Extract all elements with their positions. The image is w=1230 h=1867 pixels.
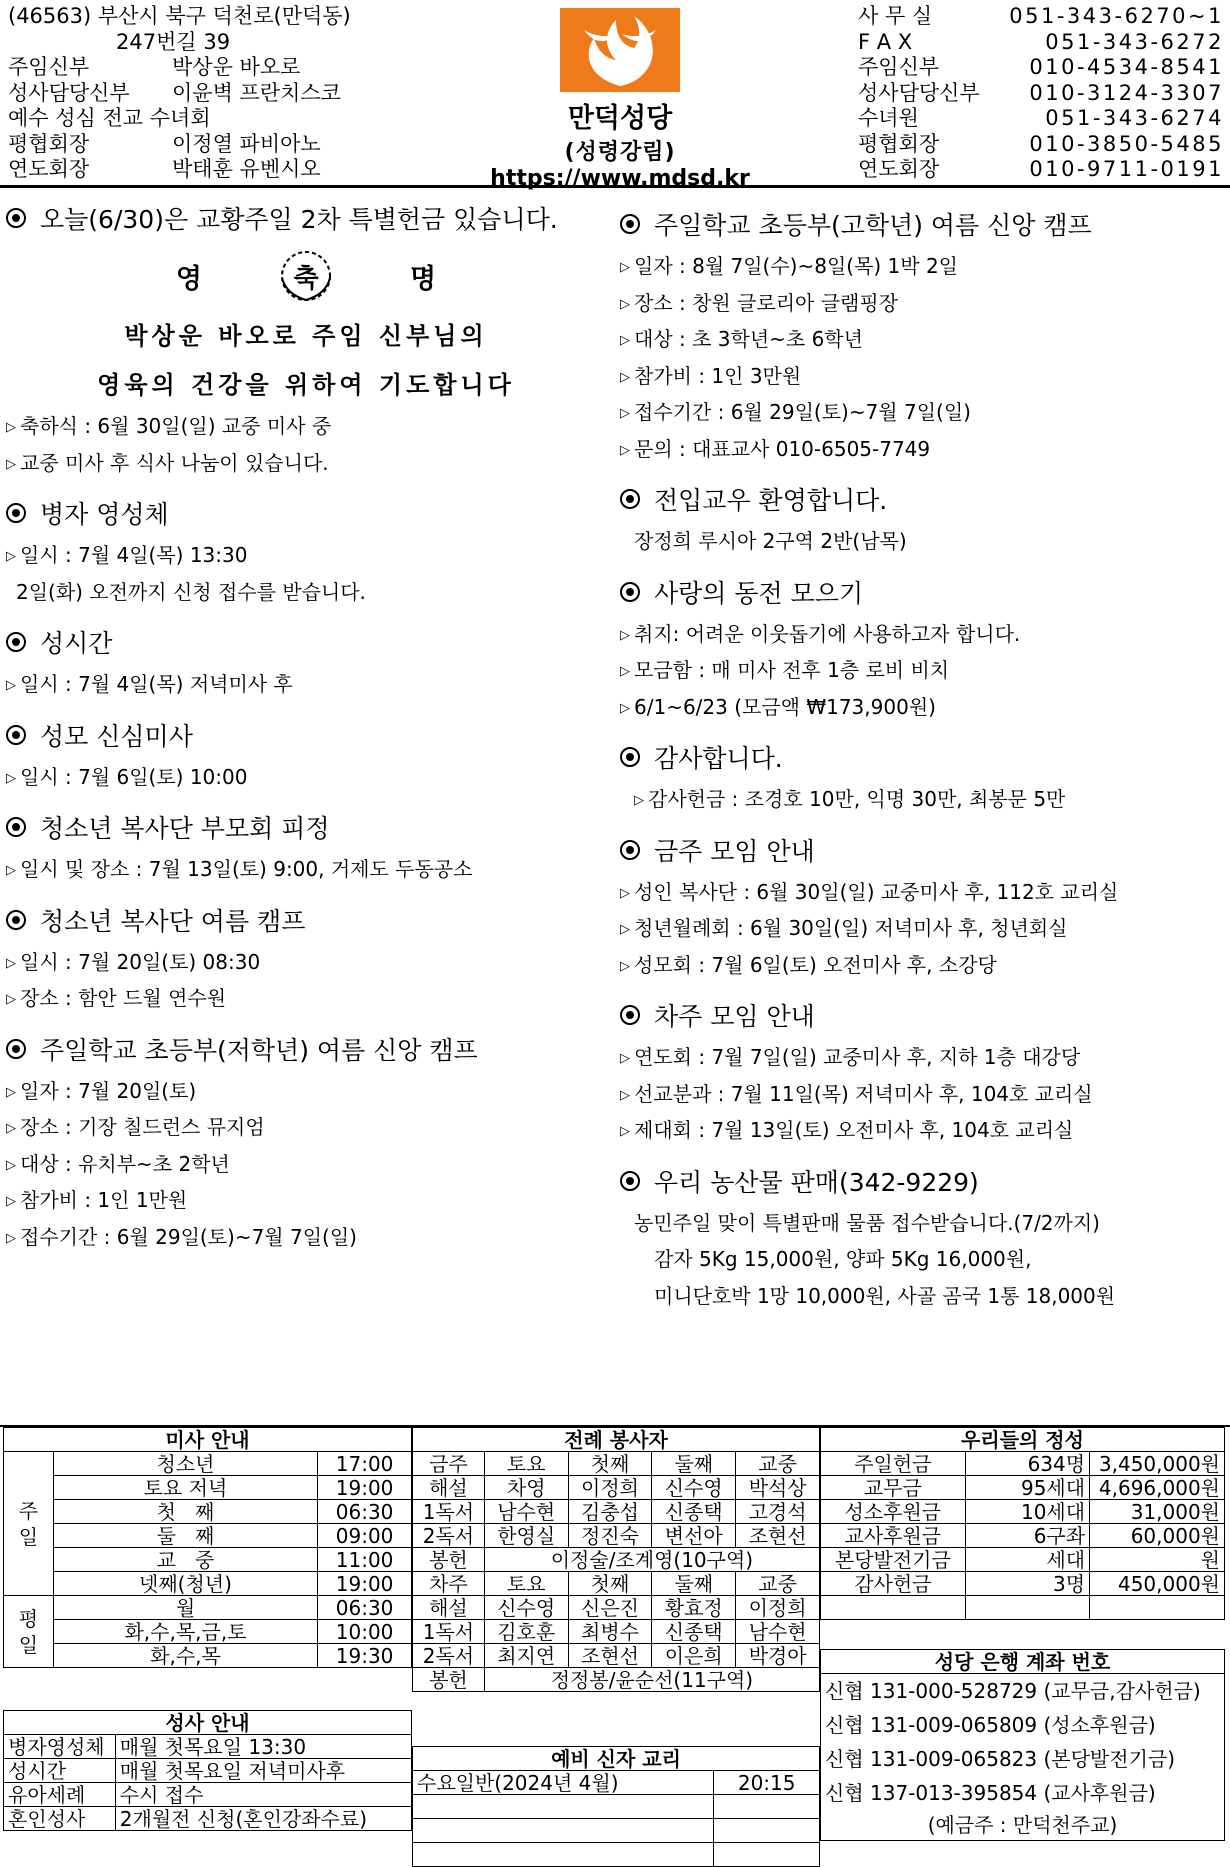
celebration-line: 영육의 건강을 위하여 기도합니다 <box>97 371 515 399</box>
list-item: ▷ 일시 : 7월 4일(목) 13:30 <box>6 543 248 567</box>
right-column <box>620 200 1225 1314</box>
section-title: 주일학교 초등부(고학년) 여름 신앙 캠프 <box>620 206 1225 242</box>
altar-server-retreat-section <box>6 809 606 888</box>
table-title: 우리들의 정성 <box>821 1428 1225 1452</box>
contact-row: F A X 051-343-6272 <box>858 29 1224 54</box>
list-item: ▷ 일자 : 8월 7일(수)~8일(목) 1박 2일 <box>620 254 958 278</box>
list-item: ▷ 감사헌금 : 조경호 10만, 익명 30만, 최봉문 5만 <box>634 787 1066 811</box>
celebration-notice <box>6 248 606 400</box>
contact-row: 연도회장 010-9711-0191 <box>858 157 1224 181</box>
table-row: 감사헌금 3명 450,000원 <box>821 1572 1225 1596</box>
table-row: 둘 째 09:00 <box>4 1524 412 1548</box>
list-item: ▷ 장소 : 함안 드월 연수원 <box>6 986 227 1010</box>
bank-account-table <box>820 1649 1225 1841</box>
list-item: ▷ 참가비 : 1인 3만원 <box>620 363 802 388</box>
list-item: ▷ 선교분과 : 7월 11일(목) 저녁미사 후, 104호 교리실 <box>620 1081 1093 1106</box>
table-row: 봉헌 정정봉/윤순선(11구역) <box>413 1668 820 1692</box>
contact-row: 성사담당신부 010-3124-3307 <box>858 80 1224 105</box>
section-title: 병자 영성체 <box>6 495 606 531</box>
table-row: 평 일 월 06:30 <box>4 1596 412 1620</box>
staff-row: 평협회장 이정열 파비아노 <box>8 131 321 156</box>
list-item: ▷ 일시 : 7월 20일(토) 08:30 <box>6 949 261 974</box>
contact-row: 수녀원 051-343-6274 <box>858 106 1224 130</box>
table-row: 화,수,목,금,토 10:00 <box>4 1620 412 1644</box>
parish-name: 만덕성당 <box>567 103 673 134</box>
section-title: 차주 모임 안내 <box>620 997 1225 1033</box>
list-item: ▷ 일시 및 장소 : 7월 13일(토) 9:00, 거제도 두동공소 <box>6 857 473 881</box>
celebration-heading: 영 축 명 <box>6 248 606 304</box>
table-row: 본당발전기금 세대 원 <box>821 1548 1225 1572</box>
list-item: ▷ 모금함 : 매 미사 전후 1층 로비 비치 <box>620 658 950 682</box>
table-title: 예비 신자 교리 <box>413 1747 820 1771</box>
list-item: ▷ 제대회 : 7월 13일(토) 오전미사 후, 104호 교리실 <box>620 1118 1074 1142</box>
holy-hour-section <box>6 624 606 703</box>
bullet-icon <box>6 1039 26 1059</box>
liturgy-servers-table <box>412 1427 820 1692</box>
bullet-icon <box>6 910 26 930</box>
table-row: 넷째(청년) 19:00 <box>4 1572 412 1596</box>
table-row <box>413 1843 820 1867</box>
table-row: 혼인성사 2개월전 신청(혼인강좌수료) <box>4 1807 412 1831</box>
table-row: 성소후원금 10세대 31,000원 <box>821 1500 1225 1524</box>
contact-row: 사 무 실 051-343-6270~1 <box>858 4 1224 28</box>
table-row: 2독서 최지연 조현선 이은희 박경아 <box>413 1644 820 1668</box>
table-row: 화,수,목 19:30 <box>4 1644 412 1668</box>
table-row: 성시간 매월 첫목요일 저녁미사후 <box>4 1759 412 1783</box>
staff-row: 주임신부 박상운 바오로 <box>8 55 301 79</box>
bullet-icon <box>620 1171 640 1191</box>
parish-website-link[interactable]: https://www.mdsd.kr <box>490 166 750 191</box>
table-row <box>413 1819 820 1843</box>
sick-communion-section <box>6 495 606 610</box>
list-item: ▷ 대상 : 유치부~초 2학년 <box>6 1151 230 1176</box>
list-item: ▷ 일시 : 7월 4일(목) 저녁미사 후 <box>6 672 293 696</box>
table-row: 봉헌 이정술/조계영(10구역) <box>413 1548 820 1572</box>
section-title: 주일학교 초등부(저학년) 여름 신앙 캠프 <box>6 1031 606 1067</box>
section-title: 금주 모임 안내 <box>620 832 1225 868</box>
table-row: 수요일반(2024년 4월) 20:15 <box>413 1771 820 1795</box>
bullet-icon <box>6 632 26 652</box>
note-text: 감자 5Kg 15,000원, 양파 5Kg 16,000원, <box>654 1247 1032 1271</box>
list-item: ▷ 참가비 : 1인 1만원 <box>6 1188 188 1212</box>
mass-schedule-table <box>3 1427 412 1668</box>
bullet-icon <box>620 214 640 234</box>
table-row: 유아세례 수시 접수 <box>4 1783 412 1807</box>
table-header-row: 차주 토요 첫째 둘째 교중 <box>413 1572 820 1596</box>
list-item: ▷ 장소 : 기장 칠드런스 뮤지엄 <box>6 1115 265 1139</box>
list-item: ▷ 접수기간 : 6월 29일(토)~7월 7일(일) <box>620 400 971 424</box>
bullet-icon <box>620 1005 640 1025</box>
junior-camp-section <box>6 1031 606 1256</box>
header-right-contacts <box>858 4 1224 183</box>
section-title: 청소년 복사단 부모회 피정 <box>6 809 606 845</box>
notice-special-collection <box>6 200 606 236</box>
altar-server-camp-section <box>6 902 606 1017</box>
section-title: 성시간 <box>6 624 606 660</box>
bullet-icon <box>620 489 640 509</box>
table-header-row: 금주 토요 첫째 둘째 교중 <box>413 1452 820 1476</box>
section-title: 오늘(6/30)은 교황주일 2차 특별헌금 있습니다. <box>6 200 606 236</box>
table-row: 2독서 한영실 정진숙 변선아 조현선 <box>413 1524 820 1548</box>
table-row: 신협 137-013-395854 (교사후원금) <box>821 1776 1225 1810</box>
address-line-1: (46563) 부산시 북구 덕천로(만덕동) <box>8 4 351 28</box>
bullet-icon <box>620 840 640 860</box>
table-row <box>413 1795 820 1819</box>
table-row: 첫 째 06:30 <box>4 1500 412 1524</box>
table-row: (예금주 : 만덕천주교) <box>821 1810 1225 1841</box>
list-item: ▷ 축하식 : 6월 30일(일) 교중 미사 중 <box>6 414 332 438</box>
list-item: ▷ 청년월례회 : 6월 30일(일) 저녁미사 후, 청년회실 <box>620 916 1068 940</box>
note-text: 미니단호박 1망 10,000원, 사골 곰국 1통 18,000원 <box>654 1283 1116 1308</box>
staff-row: 예수 성심 전교 수녀회 <box>8 106 211 130</box>
table-row: 신협 131-009-065809 (성소후원금) <box>821 1708 1225 1742</box>
list-item: ▷ 일시 : 7월 6일(토) 10:00 <box>6 764 248 789</box>
note-text: 2일(화) 오전까지 신청 접수를 받습니다. <box>16 579 366 604</box>
bullet-icon <box>620 582 640 602</box>
list-item: ▷ 문의 : 대표교사 010-6505-7749 <box>620 436 931 461</box>
table-row: 1독서 남수현 김충섭 신종택 고경석 <box>413 1500 820 1524</box>
parish-logo-block <box>490 8 750 191</box>
section-title: 전입교우 환영합니다. <box>620 481 1225 517</box>
left-column <box>6 200 606 1255</box>
table-row: 신협 131-009-065823 (본당발전기금) <box>821 1742 1225 1776</box>
table-row: 해설 차영 이정희 신수영 박석상 <box>413 1476 820 1500</box>
bottom-tables <box>0 1425 1230 1853</box>
farm-produce-section <box>620 1163 1225 1315</box>
table-row: 교무금 95세대 4,696,000원 <box>821 1476 1225 1500</box>
note-text: 농민주일 맞이 특별판매 물품 접수받습니다.(7/2까지) <box>634 1210 1100 1235</box>
contact-row: 평협회장 010-3850-5485 <box>858 131 1224 156</box>
table-row: 교 중 11:00 <box>4 1548 412 1572</box>
table-row: 주일헌금 634명 3,450,000원 <box>821 1452 1225 1476</box>
staff-row: 성사담당신부 이윤벽 프란치스코 <box>8 80 341 105</box>
catechumen-table <box>412 1746 820 1867</box>
table-title: 성사 안내 <box>4 1711 412 1735</box>
section-title: 성모 신심미사 <box>6 717 606 753</box>
list-item: ▷ 교중 미사 후 식사 나눔이 있습니다. <box>6 450 329 475</box>
sacrament-table <box>3 1710 412 1831</box>
table-row: 토요 저녁 19:00 <box>4 1476 412 1500</box>
table-row: 신협 131-000-528729 (교무금,감사헌금) <box>821 1674 1225 1709</box>
list-item: ▷ 성인 복사단 : 6월 30일(일) 교중미사 후, 112호 교리실 <box>620 879 1119 904</box>
offering-table <box>820 1427 1225 1620</box>
sunday-label: 주 일 <box>4 1452 54 1596</box>
this-week-meetings-section <box>620 832 1225 984</box>
next-week-meetings-section <box>620 997 1225 1149</box>
header <box>0 0 1230 191</box>
wreath-icon: 축 <box>272 248 340 304</box>
bullet-icon <box>6 725 26 745</box>
table-title: 전례 봉사자 <box>413 1428 820 1452</box>
senior-camp-section <box>620 206 1225 467</box>
bullet-icon <box>6 817 26 837</box>
table-row: 교사후원금 6구좌 60,000원 <box>821 1524 1225 1548</box>
table-row: 병자영성체 매월 첫목요일 13:30 <box>4 1735 412 1759</box>
table-row <box>821 1596 1225 1620</box>
weekday-label: 평 일 <box>4 1596 54 1668</box>
dove-flame-logo-icon <box>560 8 680 92</box>
staff-row: 연도회장 박태훈 유벤시오 <box>8 157 321 181</box>
bullet-icon <box>6 503 26 523</box>
section-title: 감사합니다. <box>620 739 1225 775</box>
list-item: ▷ 장소 : 창원 글로리아 글램핑장 <box>620 290 899 315</box>
list-item: ▷ 대상 : 초 3학년~초 6학년 <box>620 327 863 351</box>
note-text: 장정희 루시아 2구역 2반(남목) <box>634 529 907 553</box>
table-row: 해설 신수영 신은진 황효정 이정희 <box>413 1596 820 1620</box>
list-item: ▷ 6/1~6/23 (모금액 ₩173,900원) <box>620 694 936 719</box>
new-parishioner-section <box>620 481 1225 560</box>
contact-row: 주임신부 010-4534-8541 <box>858 55 1224 79</box>
section-title: 청소년 복사단 여름 캠프 <box>6 902 606 938</box>
list-item: ▷ 접수기간 : 6월 29일(토)~7월 7일(일) <box>6 1224 357 1249</box>
celebration-line: 박상운 바오로 주임 신부님의 <box>124 322 488 350</box>
bullet-icon <box>620 747 640 767</box>
table-row: 주 일 청소년 17:00 <box>4 1452 412 1476</box>
list-item: ▷ 취지: 어려운 이웃돕기에 사용하고자 합니다. <box>620 621 1021 646</box>
address-line-2: 247번길 39 <box>116 29 231 54</box>
bullet-icon <box>6 208 26 228</box>
thanks-section <box>620 739 1225 818</box>
section-title: 우리 농산물 판매(342-9229) <box>620 1163 1225 1199</box>
header-left-info <box>8 4 351 183</box>
table-title: 성당 은행 계좌 번호 <box>821 1650 1225 1674</box>
table-row: 1독서 김호훈 최병수 신종택 남수현 <box>413 1620 820 1644</box>
marian-mass-section <box>6 717 606 796</box>
list-item: ▷ 연도회 : 7월 7일(일) 교중미사 후, 지하 1층 대강당 <box>620 1045 1081 1069</box>
list-item: ▷ 일자 : 7월 20일(토) <box>6 1078 197 1103</box>
list-item: ▷ 성모회 : 7월 6일(토) 오전미사 후, 소강당 <box>620 952 997 977</box>
coin-collection-section <box>620 574 1225 726</box>
parish-subtitle: (성령강림) <box>564 140 676 165</box>
table-title: 미사 안내 <box>4 1428 412 1452</box>
section-title: 사랑의 동전 모으기 <box>620 574 1225 610</box>
